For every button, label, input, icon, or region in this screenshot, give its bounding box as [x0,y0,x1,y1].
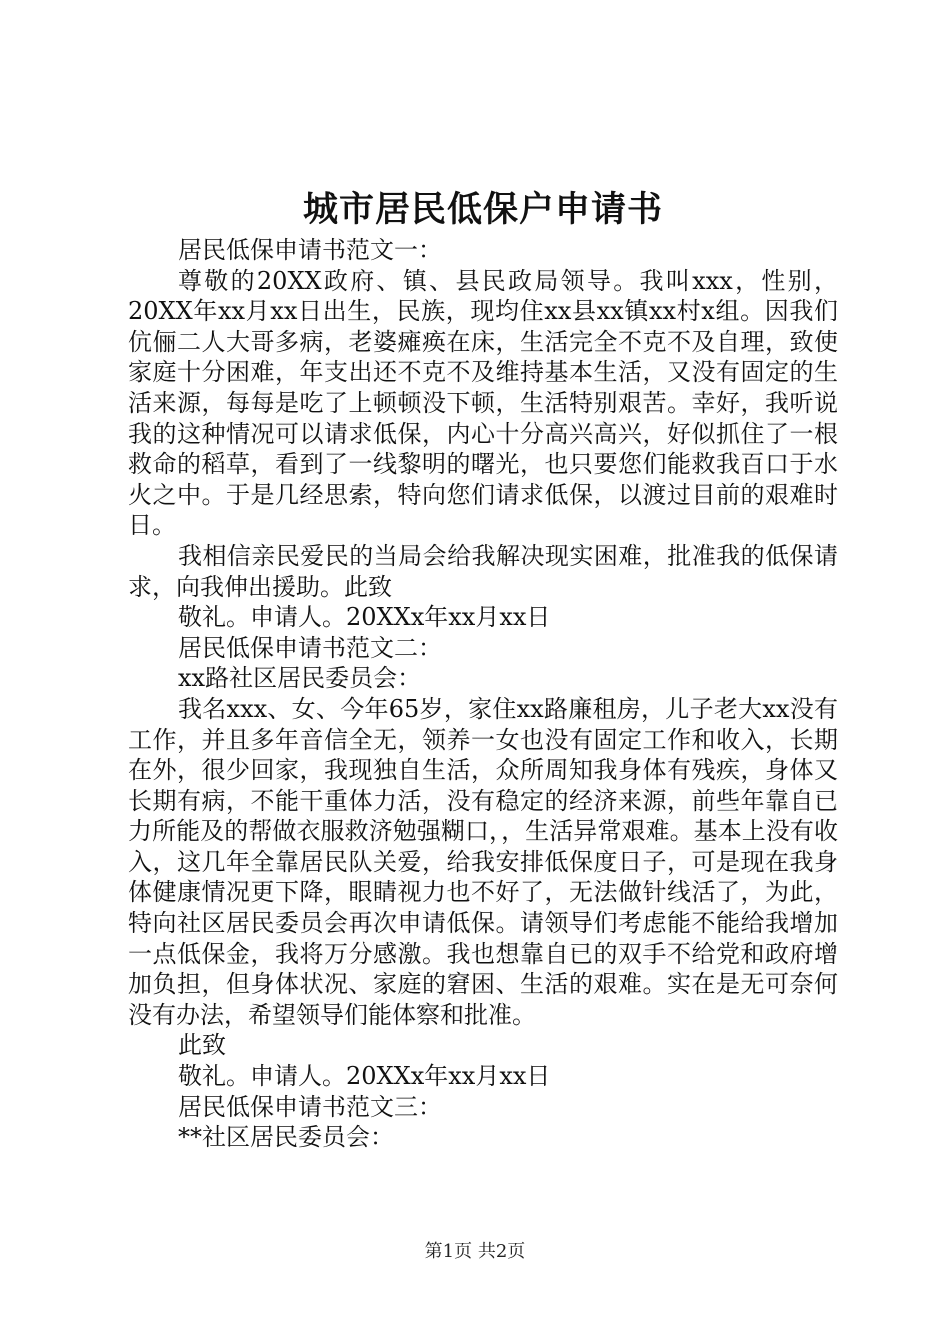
sample-one-body: 尊敬的20XX政府、镇、县民政局领导。我叫xxx，性别，20XX年xx月xx日出生，民族，现均住xx县xx镇xx村x组。因我们伉俪二人大哥多病，老婆瘫痪在床，生活完全不克不及自理，致使家庭十分困难，年支出还不克不及维持基本生活，又没有固定的生活来源，每每是吃了上顿顿没下顿，生活特别艰苦。幸好，我听说我的这种情况可以请求低保，内心十分高兴高兴，好似抓住了一根救命的稻草，看到了一线黎明的曙光，也只要您们能救我百口于水火之中。于是几经思索，特向您们请求低保，以渡过目前的艰难时日。 [128,266,838,540]
sample-two-heading: 居民低保申请书范文二： [178,633,442,662]
sample-one-closing: 我相信亲民爱民的当局会给我解决现实困难，批准我的低保请求，向我伸出援助。此致 [128,541,838,601]
document-page [128,0,838,1153]
document-title: 城市居民低保户申请书 [302,190,663,230]
sample-two-salutation: xx路社区居民委员会： [178,664,422,693]
sample-two-signature: 敬礼。申请人。20XXx年xx月xx日 [178,1062,551,1091]
sample-one-heading: 居民低保申请书范文一： [178,236,442,264]
sample-three-heading: 居民低保申请书范文三： [178,1092,442,1121]
sample-two-closing: 此致 [178,1031,226,1060]
sample-three-salutation: **社区居民委员会： [178,1123,394,1152]
page-footer: 第1页 共2页 [424,1241,526,1262]
document-body [128,235,838,1153]
sample-two-body: 我名xxx、女、今年65岁，家住xx路廉租房，儿子老大xx没有工作，并且多年音信全无，领养一女也没有固定工作和收入，长期在外，很少回家，我现独自生活，众所周知我身体有残疾，身体又长期有病，不能干重体力活，没有稳定的经济来源，前些年靠自已力所能及的帮做衣服救济勉强糊口，，生活异常艰难。基本上没有收入，这几年全靠居民队关爱，给我安排低保度日子，可是现在我身体健康情况更下降，眼睛视力也不好了，无法做针线活了，为此，特向社区居民委员会再次申请低保。请领导们考虑能不能给我增加一点低保金，我将万分感激。我也想靠自已的双手不给党和政府增加负担，但身体状况、家庭的窘困、生活的艰难。实在是无可奈何没有办法，希望领导们能体察和批准。 [128,694,838,1029]
sample-one-signature: 敬礼。申请人。20XXx年xx月xx日 [178,603,551,632]
